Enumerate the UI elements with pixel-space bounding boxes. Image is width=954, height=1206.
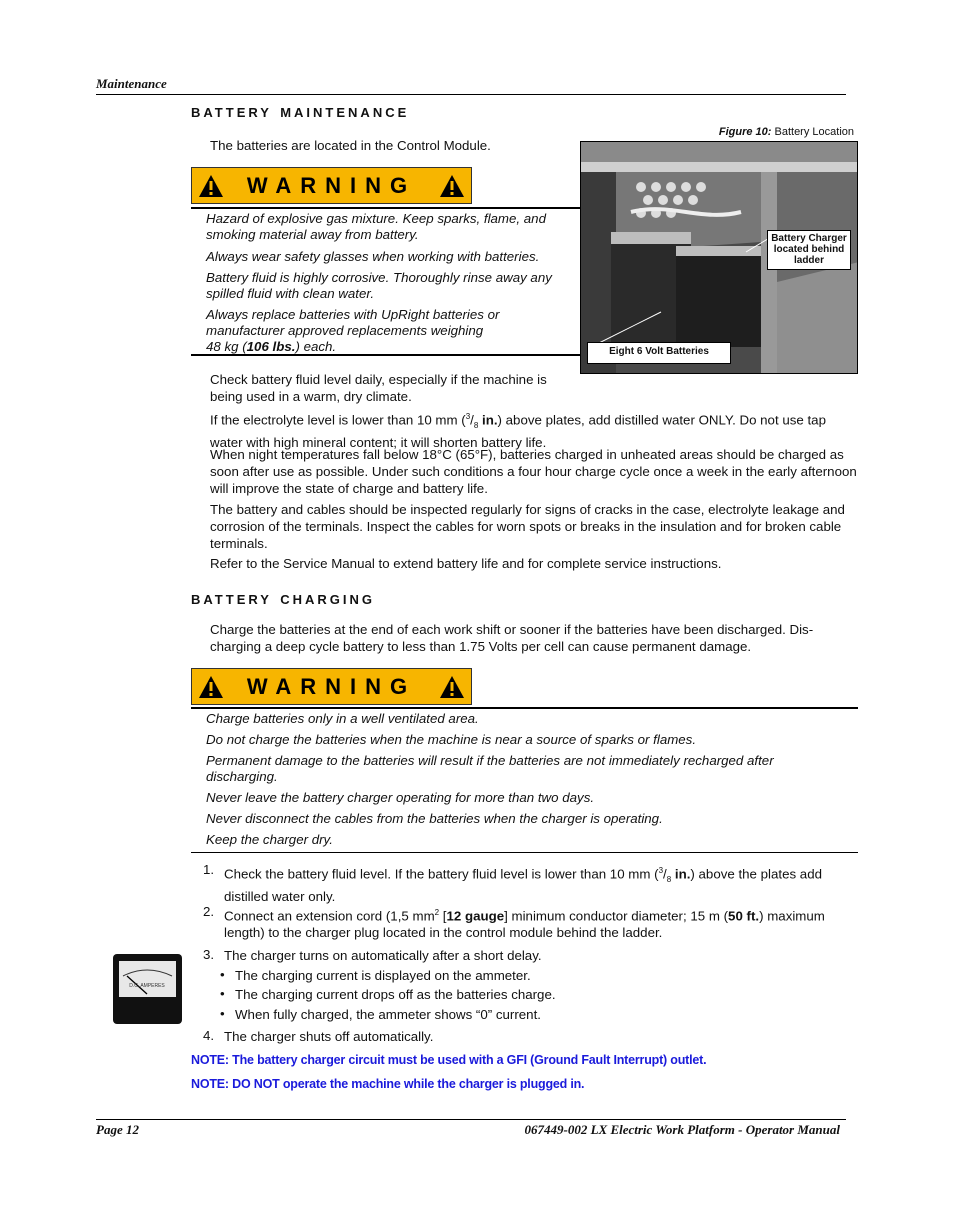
warning-top-rule	[191, 207, 580, 209]
bullet-text: The charging current is displayed on the ammeter.	[235, 968, 531, 983]
warning-item: Never disconnect the cables from the batteries when the charger is operating.	[206, 811, 663, 826]
warning-item: Battery fluid is highly corrosive. Thoroughly rinse away any spilled fluid with clean water.	[206, 270, 552, 301]
section-heading-battery-charging: battery charging	[191, 588, 375, 609]
bullet-text: When fully charged, the ammeter shows “0” current.	[235, 1007, 541, 1022]
warning-item: Always wear safety glasses when working with batteries.	[206, 249, 540, 264]
warning-item: Always replace batteries with UpRight batteries or manufacturer approved replacements weighing 48 kg (106 lbs.) each.	[206, 307, 500, 354]
ammeter-label: D.C. AMPERES	[129, 983, 165, 989]
warning-item: Never leave the battery charger operating for more than two days.	[206, 790, 595, 805]
warning-triangle-icon	[198, 174, 224, 198]
warning-item: Do not charge the batteries when the machine is near a source of sparks or flames.	[206, 732, 697, 747]
step-number: 4.	[203, 1028, 215, 1043]
warning-triangle-icon	[439, 174, 465, 198]
step-number: 1.	[203, 862, 215, 877]
warning-item: Hazard of explosive gas mixture. Keep sparks, flame, and smoking material away from battery.	[206, 211, 546, 242]
step-number: 2.	[203, 904, 215, 919]
warning-banner	[191, 668, 472, 705]
footer-rule	[96, 1119, 846, 1120]
step-text: The charger turns on automatically after a short delay.	[224, 948, 542, 963]
step-number: 3.	[203, 947, 215, 962]
warning-item: Charge batteries only in a well ventilated area.	[206, 711, 479, 726]
bullet-marker: •	[220, 986, 225, 1001]
paragraph: Refer to the Service Manual to extend battery life and for complete service instructions.	[210, 556, 722, 571]
warning-triangle-icon	[198, 675, 224, 699]
warning-item: Keep the charger dry.	[206, 832, 333, 847]
warning-bottom-rule	[191, 354, 580, 356]
section-heading-battery-maintenance: battery maintenance	[191, 101, 410, 122]
warning-item: Permanent damage to the batteries will result if the batteries are not immediately recharged after discharging.	[206, 753, 774, 784]
warning-triangle-icon	[439, 675, 465, 699]
step-text: Connect an extension cord (1,5 $mm^2$ [12 gauge] minimum conductor diameter; 15 m (50 ft.) maximum length) to the charger plug located in the control module behind the ladder.	[224, 908, 825, 941]
warning-bottom-rule	[191, 852, 858, 853]
warning-label: WARNING	[246, 673, 417, 699]
warning-label: WARNING	[246, 172, 417, 198]
intro-text: The batteries are located in the Control Module.	[210, 138, 491, 153]
bullet-marker: •	[220, 967, 225, 982]
bullet-text: The charging current drops off as the batteries charge.	[235, 987, 556, 1002]
step-text: The charger shuts off automatically.	[224, 1029, 434, 1044]
paragraph: The battery and cables should be inspected regularly for signs of cracks in the case, electrolyte leakage and corrosion of the terminals. Inspect the cables for worn spots or breaks in the insulation and for broken cable terminals.	[210, 502, 845, 551]
figure-caption: Figure 10: Battery Location	[718, 126, 854, 138]
battery-location-photo	[580, 141, 858, 374]
warning-banner	[191, 167, 472, 204]
note: NOTE: The battery charger circuit must be used with a GFI (Ground Fault Interrupt) outlet.	[191, 1053, 707, 1067]
page-number: Page 12	[96, 1122, 139, 1137]
charging-intro: Charge the batteries at the end of each work shift or sooner if the batteries have been discharged. Dis- charging a deep cycle battery to less than 1.75 Volts per cell can cause permanent damage.	[210, 622, 814, 654]
callout-battery-charger: Battery Charger located behind ladder	[767, 230, 851, 270]
running-header: Maintenance	[96, 76, 167, 91]
callout-eight-volt-batteries: Eight 6 Volt Batteries	[587, 342, 731, 364]
document-title: 067449-002 LX Electric Work Platform - Operator Manual	[524, 1122, 840, 1137]
paragraph: Check battery fluid level daily, especially if the machine is being used in a warm, dry climate.	[210, 372, 547, 404]
warning-top-rule	[191, 707, 858, 709]
ammeter-image	[113, 954, 182, 1024]
note: NOTE: DO NOT operate the machine while the charger is plugged in.	[191, 1077, 585, 1091]
bullet-marker: •	[220, 1006, 225, 1021]
header-rule	[96, 94, 846, 95]
paragraph: If the electrolyte level is lower than 10 mm ($^3/_8$ in.) above plates, add distilled water ONLY. Do not use tap water with high mineral content; it will shorten battery life.	[210, 412, 826, 451]
step-text: Check the battery fluid level. If the battery fluid level is lower than 10 mm ($^3/_8$ in.) above the plates add distilled water only.	[224, 866, 822, 905]
paragraph: When night temperatures fall below 18°C (65°F), batteries charged in unheated areas should be charged as soon after use as possible. Under such conditions a four hour charge cycle once a week in the early afternoon will improve the state of charge and battery life.	[210, 447, 857, 496]
